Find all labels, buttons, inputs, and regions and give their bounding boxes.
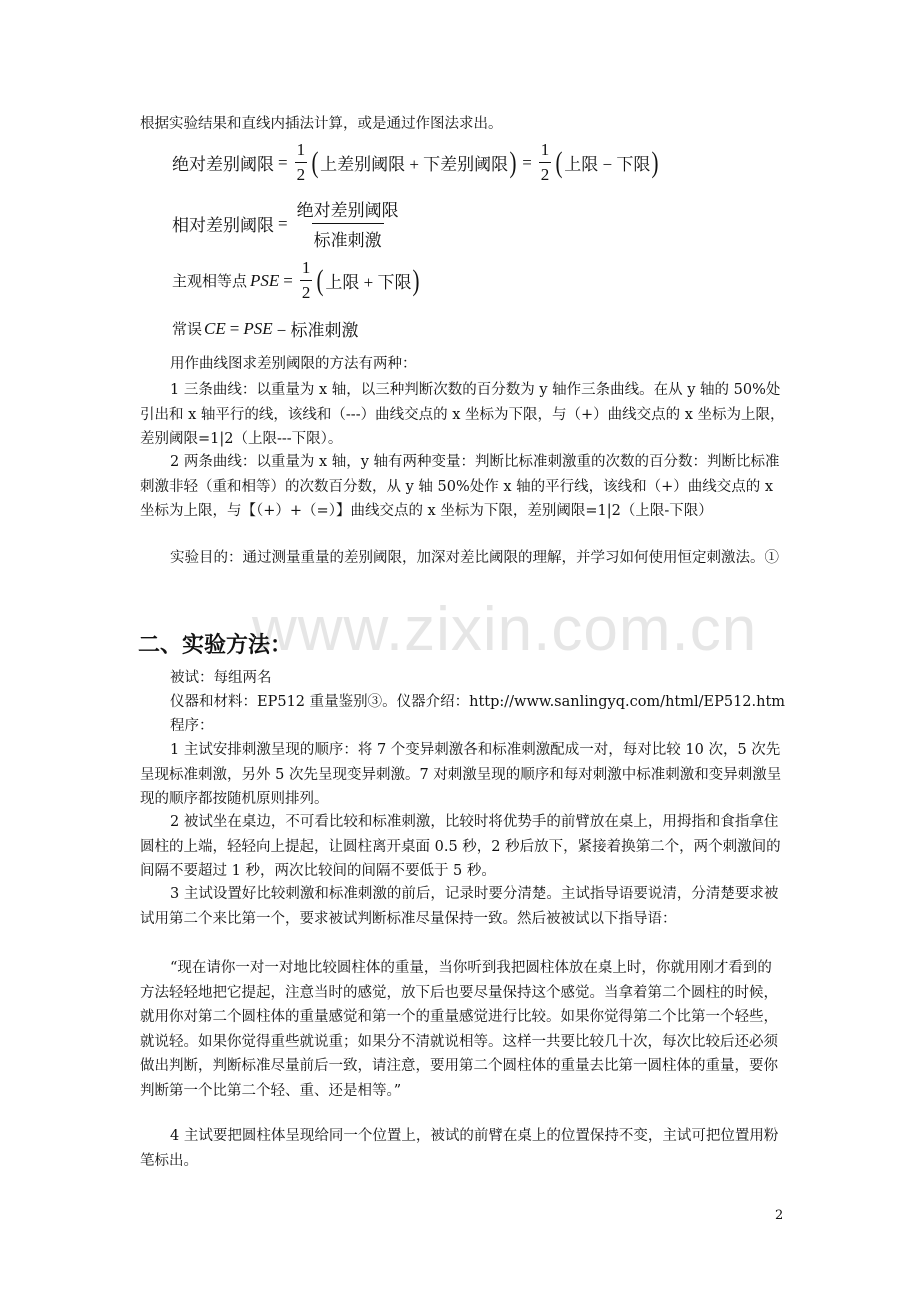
formula-pse	[172, 258, 421, 303]
formula-constant-error	[172, 316, 358, 341]
formula-absolute-threshold	[172, 140, 660, 185]
formula-lhs: 常误	[172, 322, 203, 338]
fraction	[295, 196, 401, 251]
fraction-denominator: 2	[539, 162, 552, 185]
fraction-numerator: 绝对差别阈限	[296, 201, 399, 220]
fraction-half	[300, 258, 313, 303]
fraction-denominator: 2	[295, 162, 308, 185]
procedure-step: 2 被试坐在桌边，不可看比较和标准刺激，比较时将优势手的前臂放在桌上，用拇指和食指拿住圆柱的上端，轻轻向上提起，让圆柱离开桌面 0.5 秒，2 秒后放下，紧接着换第二个，两个刺激间的间隔不要超过 1 秒，两次比较间的间隔不要低于 5 秒。	[140, 814, 781, 879]
left-paren: (	[316, 263, 324, 297]
fraction-denominator: 2	[300, 280, 313, 303]
right-paren: )	[412, 263, 420, 297]
instruction-quote: “现在请你一对一对地比较圆柱体的重量，当你听到我把圆柱体放在桌上时，你就用刚才看到的方法轻轻地把它提起，注意当时的感觉，放下后也要尽量保持这个感觉。当拿着第二个圆柱的时候，就用你对第二个圆柱体的重量感觉和第一个的重量感觉进行比较。如果你觉得第二个比第一个轻些，就说轻。如果你觉得重些就说重；如果分不清就说相等。这样一共要比较几十次，每次比较后还必须做出判断，判断标准尽量前后一致，请注意，要用第二个圆柱体的重量去比第一圆柱体的重量，要你判断第一个比第二个轻、重、还是相等。”	[140, 960, 778, 1099]
procedure-step: 1 主试安排刺激呈现的顺序：将 7 个变异刺激各和标准刺激配成一对，每对比较 10 次，5 次先呈现标准刺激，另外 5 次先呈现变异刺激。7 对刺激呈现的顺序和每对刺激中标准刺激和变异刺激呈现的顺序都按随机原则排列。	[140, 742, 782, 807]
formula-inner: 上差别阈限 + 下差别阈限	[320, 155, 509, 174]
paragraph: 用作曲线图求差别阈限的方法有两种：	[170, 356, 417, 372]
formula-relative-threshold	[172, 196, 404, 251]
formula-lhs: 相对差别阈限	[172, 216, 274, 235]
variable-pse: PSE	[250, 270, 280, 290]
section-heading: 二、实验方法：	[138, 633, 293, 658]
paragraph: 1 三条曲线：以重量为 x 轴，以三种判断次数的百分数为 y 轴作三条曲线。在从 y 轴的 50%处引出和 x 轴平行的线，该线和（---）曲线交点的 x 坐标为下限，与（+）曲线交点的 x 坐标为上限，差别阈限=1|2（上限---下限）。	[140, 382, 785, 447]
fraction-numerator: 1	[301, 258, 311, 277]
formula-rest: − 标准刺激	[276, 321, 359, 340]
variable-ce: CE	[204, 318, 226, 338]
fraction-half	[539, 140, 552, 185]
fraction-half	[295, 140, 308, 185]
formula-lhs: 主观相等点	[172, 274, 248, 290]
procedure-step: 3 主试设置好比较刺激和标准刺激的前后，记录时要分清楚。主试指导语要说清，分清楚要求被试用第二个来比第一个，要求被试判断标准尽量保持一致。然后被被试以下指导语：	[140, 886, 779, 927]
equipment-line: 仪器和材料：EP512 重量鉴别③。仪器介绍：http://www.sanlingyq.com/html/EP512.htm	[170, 694, 786, 710]
fraction-denominator: 标准刺激	[312, 223, 384, 251]
equals-sign: =	[278, 152, 288, 172]
equals-sign: =	[278, 213, 288, 233]
subjects-line: 被试：每组两名	[170, 670, 272, 686]
equals-sign: =	[229, 318, 240, 338]
right-paren: )	[509, 145, 517, 179]
formula-lhs: 绝对差别阈限	[172, 155, 274, 174]
fraction-numerator: 1	[540, 140, 550, 159]
fraction-numerator: 1	[296, 140, 306, 159]
right-paren: )	[651, 145, 659, 179]
variable-pse: PSE	[243, 318, 273, 338]
formula-inner: 上限 − 下限	[564, 155, 651, 174]
formula-inner: 上限 + 下限	[325, 273, 412, 292]
intro-text: 根据实验结果和直线内插法计算，或是通过作图法求出。	[140, 116, 503, 132]
paragraph: 2 两条曲线：以重量为 x 轴，y 轴有两种变量：判断比标准刺激重的次数的百分数：判断比标准刺激非轻（重和相等）的次数百分数，从 y 轴 50%处作 x 轴的平行线，该线和（+）曲线交点的 x 坐标为上限，与【（+）+（=）】曲线交点的 x 坐标为下限，差别阈限=1|2（上限-下限）	[140, 454, 780, 519]
equals-sign: =	[283, 270, 293, 290]
left-paren: (	[311, 145, 319, 179]
watermark: www.zixin.com.cn	[252, 595, 758, 664]
equals-sign: =	[522, 152, 532, 172]
left-paren: (	[555, 145, 563, 179]
paragraph: 实验目的：通过测量重量的差别阈限，加深对差比阈限的理解，并学习如何使用恒定刺激法。①	[170, 550, 779, 566]
procedure-label: 程序：	[170, 718, 214, 734]
page-number: 2	[775, 1208, 784, 1223]
procedure-step: 4 主试要把圆柱体呈现给同一个位置上，被试的前臂在桌上的位置保持不变，主试可把位置用粉笔标出。	[140, 1128, 779, 1169]
